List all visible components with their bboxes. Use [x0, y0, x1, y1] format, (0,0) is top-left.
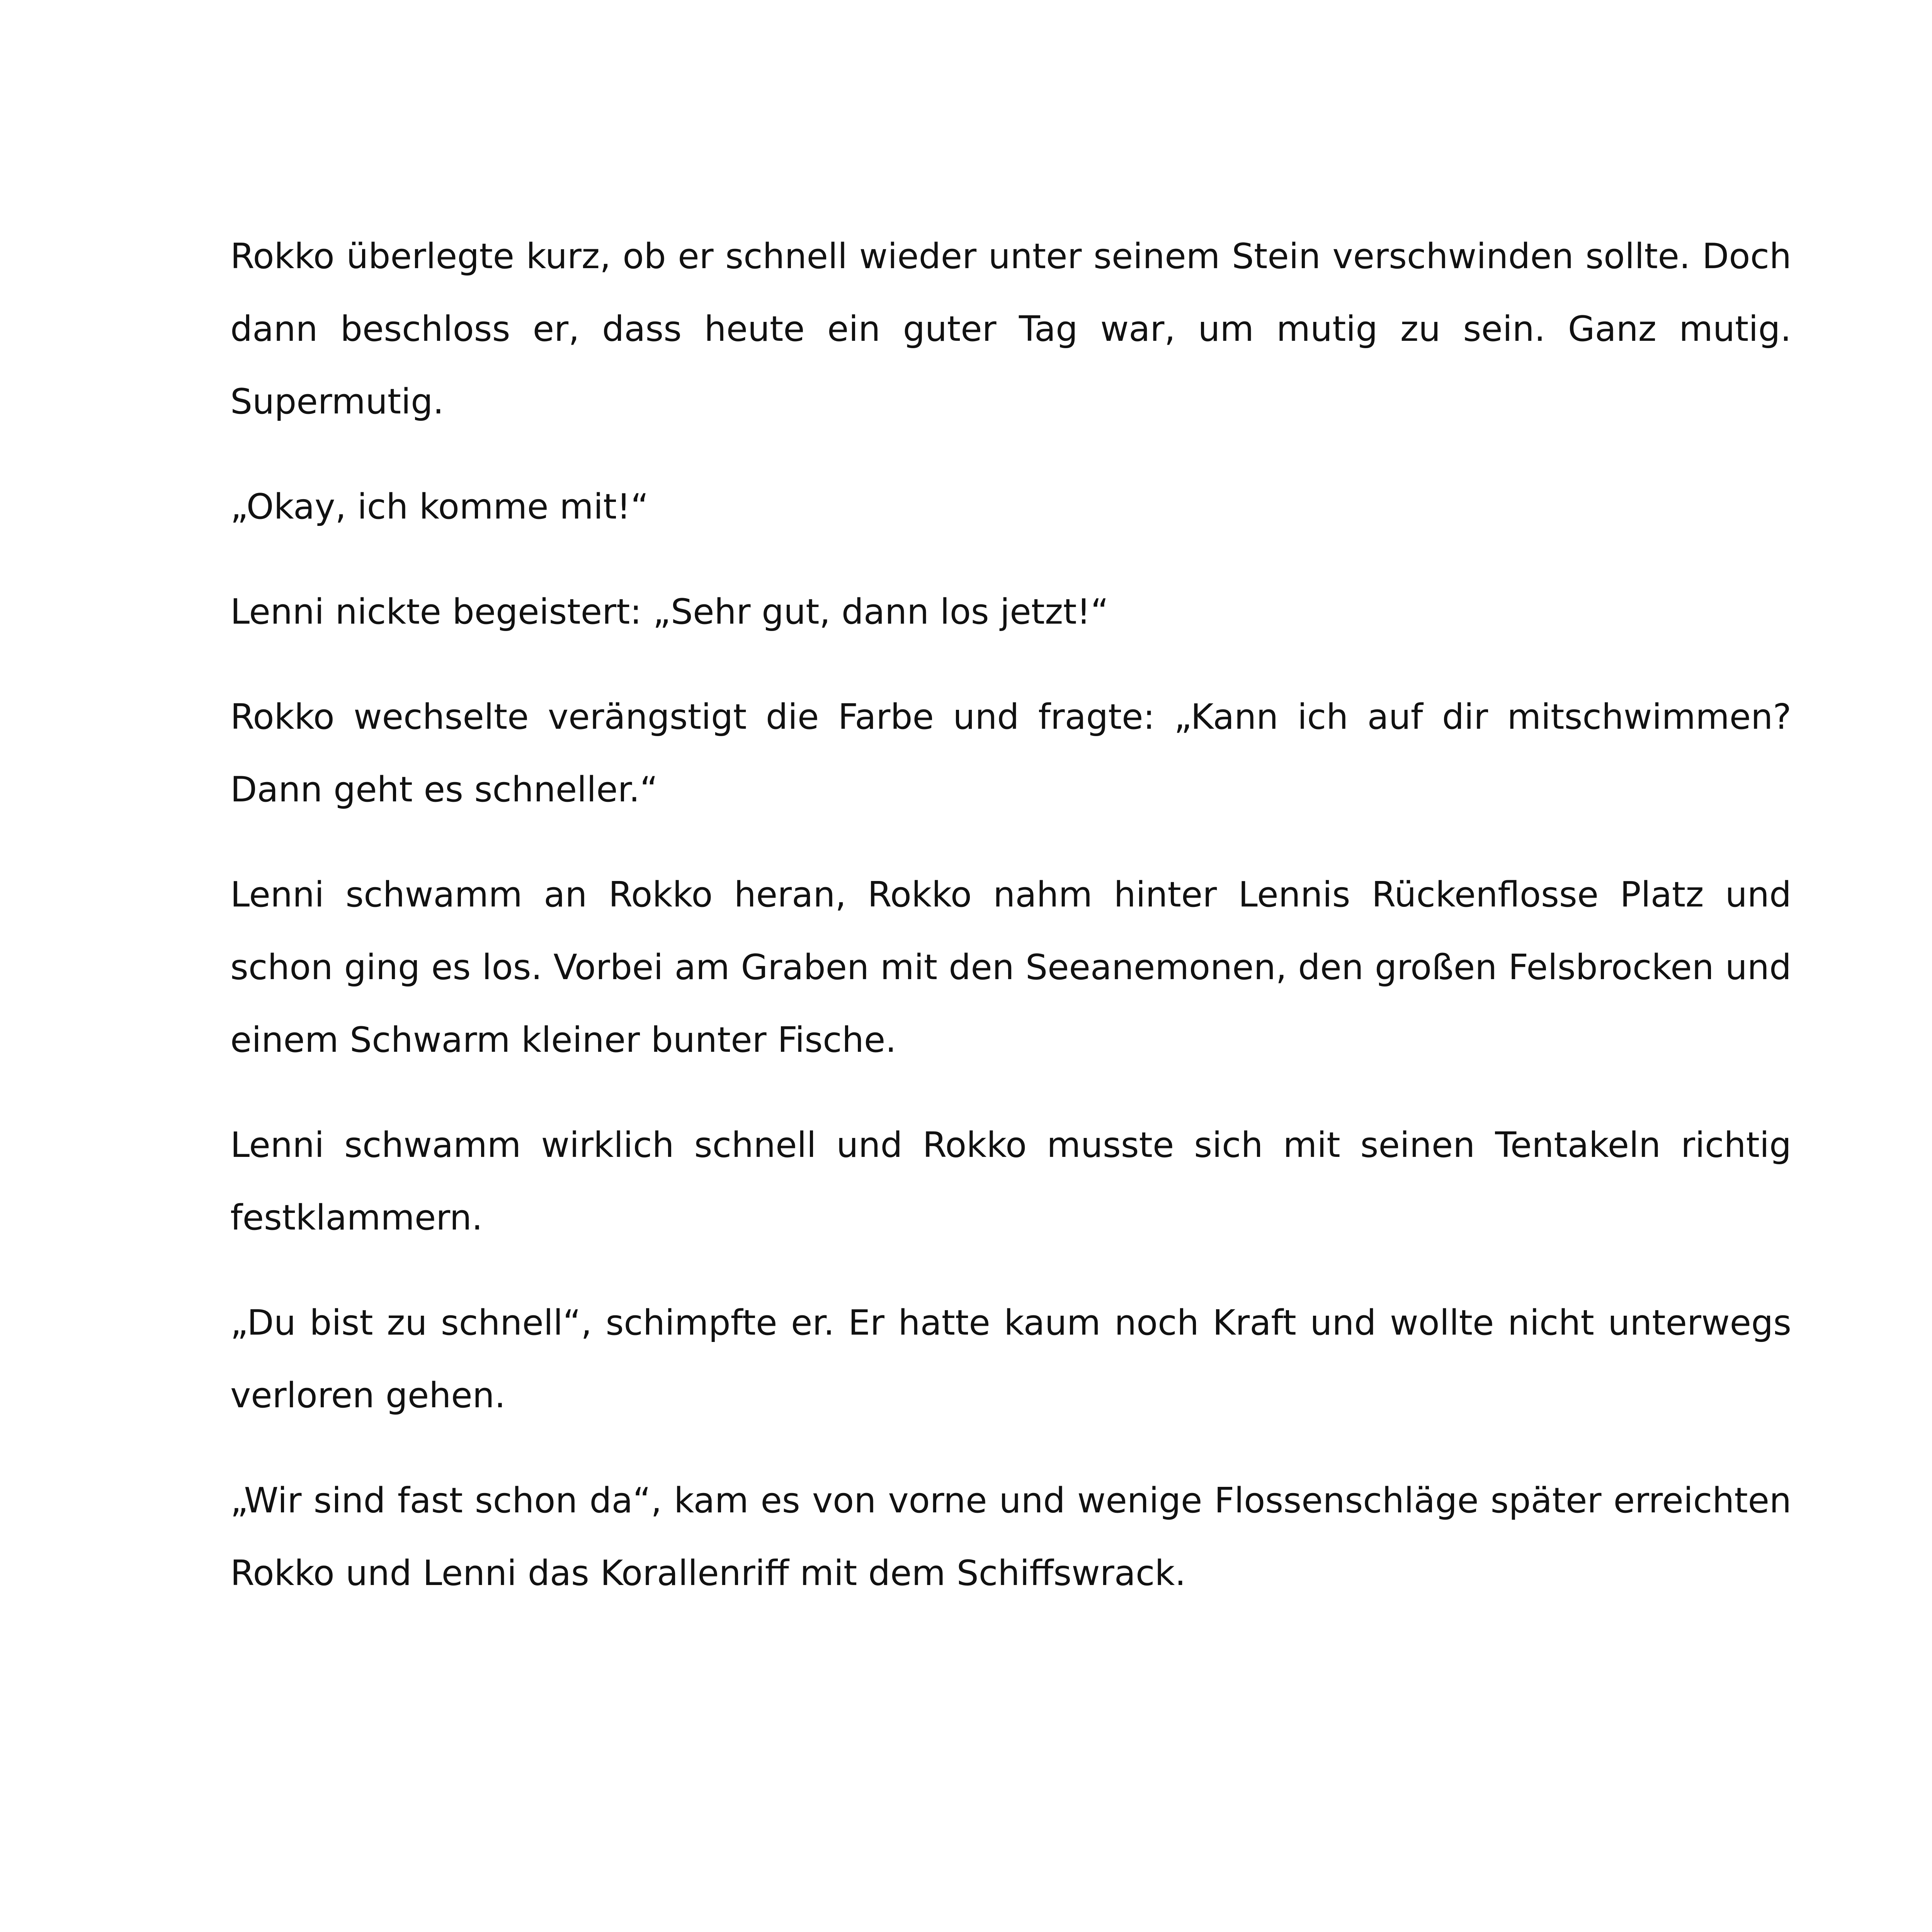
paragraph: Lenni nickte begeistert: „Sehr gut, dann los jetzt!“ — [230, 592, 1109, 632]
paragraph: Lenni schwamm wirklich schnell und Rokko musste sich mit seinen Tentakeln richtig festklammern. — [230, 1125, 1791, 1238]
paragraph: „Du bist zu schnell“, schimpfte er. Er hatte kaum noch Kraft und wollte nicht unterwegs verloren gehen. — [230, 1303, 1791, 1416]
story-text — [230, 220, 1791, 1642]
paragraph: „Okay, ich komme mit!“ — [230, 486, 649, 527]
paragraph: Lenni schwamm an Rokko heran, Rokko nahm hinter Lennis Rückenflosse Platz und schon ging es los. Vorbei am Graben mit den Seeanemonen, den großen Felsbrocken und einem Schwarm kleiner bunter Fische. — [230, 874, 1791, 1060]
paragraph: Rokko überlegte kurz, ob er schnell wieder unter seinem Stein verschwinden sollte. Doch dann beschloss er, dass heute ein guter Tag war, um mutig zu sein. Ganz mutig. Supermutig. — [230, 236, 1791, 422]
paragraph: Rokko wechselte verängstigt die Farbe und fragte: „Kann ich auf dir mitschwimmen? Dann geht es schneller.“ — [230, 697, 1791, 810]
paragraph: „Wir sind fast schon da“, kam es von vorne und wenige Flossenschläge später erreichten Rokko und Lenni das Korallenriff mit dem Schiffswrack. — [230, 1480, 1791, 1594]
